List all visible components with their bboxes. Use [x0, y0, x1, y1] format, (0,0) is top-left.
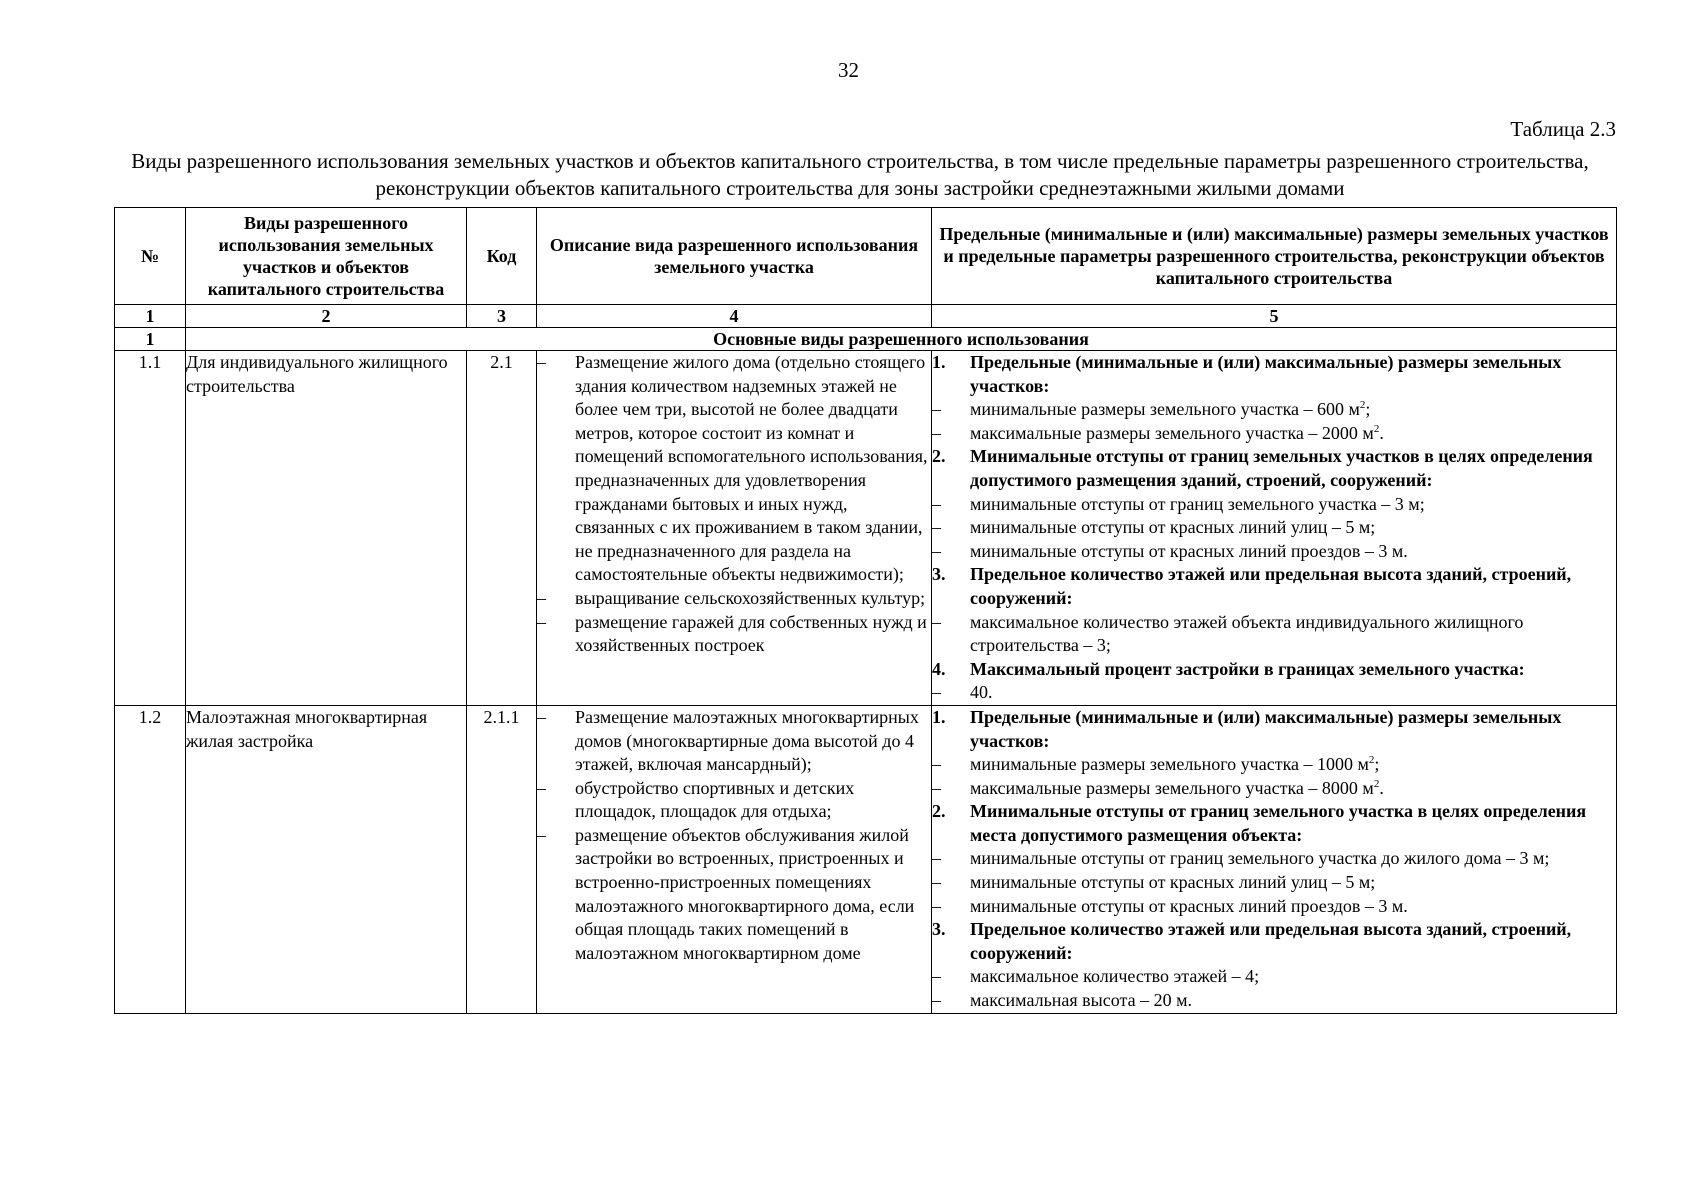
description-item [537, 351, 931, 587]
superscript: 2 [1359, 399, 1366, 412]
parameter-text: максимальные размеры земельного участка – 8000 м [970, 777, 1374, 798]
parameter-text: Минимальные отступы от границ земельных участков в целях определения допустимого размещения зданий, строений, сооружений: [970, 446, 1593, 490]
parameter-text: Минимальные отступы от границ земельного участка в целях определения места допустимого размещения объекта: [970, 801, 1587, 845]
dash-bullet: – [932, 540, 941, 561]
table-title: Виды разрешенного использования земельных участков и объектов капитального строительства, в том числе предельные параметры разрешенного строительства, реконструкции объектов капитального строительства для зоны застройки среднеэтажными жилыми домами [131, 149, 1589, 200]
parameter-item [932, 398, 1616, 422]
section-row [115, 328, 1617, 351]
parameter-text: минимальные отступы от красных линий проездов – 3 м. [970, 540, 1408, 561]
parameter-heading [932, 351, 1616, 398]
dash-bullet: – [932, 682, 941, 703]
column-number-row [115, 305, 1617, 328]
dash-bullet: – [537, 824, 546, 845]
parameter-number: 2. [932, 446, 946, 467]
description-item [537, 587, 931, 611]
parameter-text: Максимальный процент застройки в границах земельного участка: [970, 658, 1525, 679]
superscript: 2 [1368, 754, 1375, 767]
dash-bullet: – [932, 895, 941, 916]
dash-bullet: – [932, 422, 941, 443]
description-text: размещение гаражей для собственных нужд и хозяйственных построек [575, 611, 927, 656]
parameter-item [932, 871, 1616, 895]
row-number: 1.2 [115, 705, 186, 1013]
dash-bullet: – [932, 990, 941, 1011]
description-item [537, 824, 931, 966]
parameter-item [932, 493, 1616, 517]
parameter-item [932, 753, 1616, 777]
use-type-code: 2.1 [467, 351, 537, 706]
description-text: размещение объектов обслуживания жилой застройки во встроенных, пристроенных и встроенно-пристроенных помещениях малоэтажного многоквартирного дома, если общая площадь таких помещений в малоэтажном многоквартирном доме [575, 824, 915, 963]
parameter-text: максимальные размеры земельного участка – 2000 м [970, 422, 1374, 443]
parameter-text: Предельные (минимальные и (или) максимальные) размеры земельных участков: [970, 706, 1562, 751]
parameter-item [932, 611, 1616, 658]
dash-bullet: – [932, 754, 941, 775]
column-number: 2 [186, 305, 467, 328]
parameter-item [932, 895, 1616, 919]
parameter-text: Предельные (минимальные и (или) максимальные) размеры земельных участков: [970, 352, 1562, 396]
dash-bullet: – [932, 848, 941, 869]
parameter-text: минимальные отступы от красных линий проездов – 3 м. [970, 895, 1408, 916]
land-use-table [114, 207, 1617, 1014]
dash-bullet: – [537, 352, 546, 372]
parameter-text: минимальные размеры земельного участка – 600 м [970, 399, 1360, 420]
dash-bullet: – [932, 517, 941, 538]
parameter-item [932, 540, 1616, 564]
parameter-text: минимальные отступы от красных линий улиц – 5 м; [970, 517, 1376, 538]
parameter-heading [932, 563, 1616, 610]
description-text: обустройство спортивных и детских площадок, площадок для отдыха; [575, 777, 855, 822]
parameter-heading [932, 658, 1616, 682]
section-title: Основные виды разрешенного использования [186, 328, 1617, 351]
dash-bullet: – [932, 493, 941, 514]
dash-bullet: – [932, 611, 941, 632]
dash-bullet: – [932, 872, 941, 893]
dash-bullet: – [932, 399, 941, 420]
description-list [537, 706, 931, 966]
row-number: 1.1 [115, 351, 186, 706]
parameter-item [932, 989, 1616, 1013]
dash-bullet: – [537, 777, 546, 798]
header-number: № [115, 208, 186, 305]
parameter-heading [932, 800, 1616, 847]
use-type-name: Малоэтажная многоквартирная жилая застройка [186, 705, 467, 1013]
column-number: 3 [467, 305, 537, 328]
parameter-item [932, 422, 1616, 446]
dash-bullet: – [932, 966, 941, 987]
parameters-list [932, 351, 1616, 705]
parameters-cell [932, 351, 1617, 706]
parameters-list [932, 706, 1616, 1013]
header-description: Описание вида разрешенного использования земельного участка [537, 208, 932, 305]
parameter-item [932, 965, 1616, 989]
column-number: 5 [932, 305, 1617, 328]
description-item [537, 611, 931, 658]
column-number: 1 [115, 305, 186, 328]
description-item [537, 706, 931, 777]
description-cell [537, 351, 932, 706]
parameter-number: 2. [932, 801, 946, 822]
parameter-text: Предельное количество этажей или предельная высота зданий, строений, сооружений: [970, 564, 1572, 608]
table-label: Таблица 2.3 [1510, 117, 1616, 141]
parameter-heading [932, 445, 1616, 492]
parameter-text: минимальные размеры земельного участка – 1000 м [970, 754, 1369, 775]
description-item [537, 777, 931, 824]
parameter-item [932, 777, 1616, 801]
parameters-cell [932, 705, 1617, 1013]
description-text: выращивание сельскохозяйственных культур; [575, 587, 926, 608]
parameter-text: максимальное количество этажей объекта индивидуального жилищного строительства – 3; [970, 611, 1524, 656]
parameter-text: максимальная высота – 20 м. [970, 990, 1192, 1011]
table-row [115, 351, 1617, 706]
parameter-text: 40. [970, 682, 993, 703]
header-code: Код [467, 208, 537, 305]
section-number: 1 [115, 328, 186, 351]
parameter-tail: ; [1374, 754, 1380, 775]
dash-bullet: – [537, 587, 546, 608]
parameter-number: 1. [932, 706, 946, 727]
parameter-item [932, 681, 1616, 705]
use-type-name: Для индивидуального жилищного строительства [186, 351, 467, 706]
description-text: Размещение жилого дома (отдельно стоящего здания количеством надземных этажей не более чем три, высотой не более двадцати метров, которое состоит из комнат и помещений вспомогательного использования, предназначенных для удовлетворения гражданами бытовых и иных нужд, связанных с их проживанием в таком здании, не предназначенного для раздела на самостоятельные объекты недвижимости); [575, 352, 928, 585]
parameter-text: минимальные отступы от границ земельного участка – 3 м; [970, 493, 1425, 514]
dash-bullet: – [932, 777, 941, 798]
parameter-text: минимальные отступы от границ земельного участка до жилого дома – 3 м; [970, 848, 1550, 869]
parameter-tail: ; [1365, 399, 1371, 420]
superscript: 2 [1373, 777, 1380, 790]
parameter-number: 1. [932, 352, 946, 372]
parameter-number: 3. [932, 564, 946, 585]
parameter-item [932, 847, 1616, 871]
header-parameters: Предельные (минимальные и (или) максимальные) размеры земельных участков и предельные параметры разрешенного строительства, реконструкции объектов капитального строительства [932, 208, 1617, 305]
description-list [537, 351, 931, 658]
page-number: 32 [838, 58, 859, 82]
parameter-text: Предельное количество этажей или предельная высота зданий, строений, сооружений: [970, 919, 1572, 963]
parameter-tail: . [1379, 422, 1384, 443]
header-row [115, 208, 1617, 305]
table-row [115, 705, 1617, 1013]
parameter-item [932, 516, 1616, 540]
superscript: 2 [1373, 422, 1380, 435]
parameter-heading [932, 918, 1616, 965]
parameter-heading [932, 706, 1616, 753]
description-cell [537, 705, 932, 1013]
dash-bullet: – [537, 611, 546, 632]
dash-bullet: – [537, 706, 546, 727]
column-number: 4 [537, 305, 932, 328]
header-use-type: Виды разрешенного использования земельных участков и объектов капитального строительства [186, 208, 467, 305]
parameter-tail: . [1379, 777, 1384, 798]
use-type-code: 2.1.1 [467, 705, 537, 1013]
parameter-number: 3. [932, 919, 946, 940]
description-text: Размещение малоэтажных многоквартирных домов (многоквартирные дома высотой до 4 этажей, включая мансардный); [575, 706, 919, 775]
parameter-text: минимальные отступы от красных линий улиц – 5 м; [970, 872, 1376, 893]
parameter-number: 4. [932, 658, 946, 679]
parameter-text: максимальное количество этажей – 4; [970, 966, 1260, 987]
